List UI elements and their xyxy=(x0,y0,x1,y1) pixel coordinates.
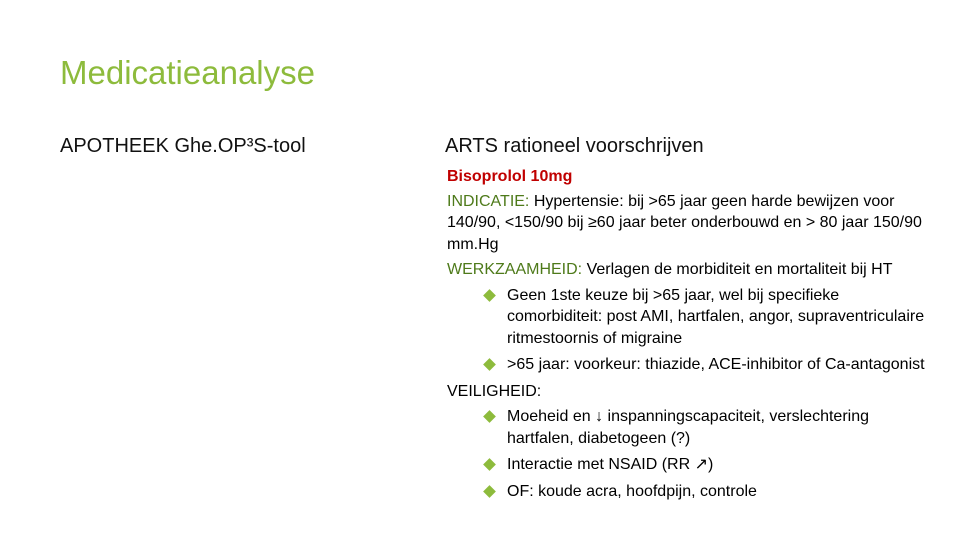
drug-name: Bisoprolol 10mg xyxy=(447,168,573,185)
right-column-heading: ARTS rationeel voorschrijven xyxy=(445,135,704,157)
veiligheid-bullet-list xyxy=(483,406,931,502)
list-item xyxy=(483,481,931,503)
indicatie-label: INDICATIE: xyxy=(447,192,530,210)
werkzaamheid-bullet-list xyxy=(483,285,931,376)
right-column-content xyxy=(447,166,931,507)
indicatie-paragraph xyxy=(447,191,931,256)
slide-title: Medicatieanalyse xyxy=(60,54,315,91)
bullet-text: OF: koude acra, hoofdpijn, controle xyxy=(507,482,757,500)
list-item xyxy=(483,454,931,476)
diamond-bullet-icon xyxy=(483,358,496,371)
left-column-heading: APOTHEEK Ghe.OP³S-tool xyxy=(60,135,306,157)
indicatie-text: Hypertensie: bij >65 jaar geen harde bewijzen voor 140/90, <150/90 bij ≥60 jaar beter onderbouwd en > 80 jaar 150/90 mm.Hg xyxy=(447,192,922,253)
veiligheid-heading: VEILIGHEID: xyxy=(447,382,542,400)
diamond-bullet-icon xyxy=(483,410,496,423)
diamond-bullet-icon xyxy=(483,289,496,302)
werkzaamheid-label: WERKZAAMHEID: xyxy=(447,261,583,278)
diamond-bullet-icon xyxy=(483,458,496,471)
list-item xyxy=(483,354,931,376)
bullet-text: Moeheid en ↓ inspanningscapaciteit, verslechtering hartfalen, diabetogeen (?) xyxy=(507,408,869,447)
list-item xyxy=(483,285,931,350)
werkzaamheid-paragraph xyxy=(447,259,931,281)
bullet-text: Geen 1ste keuze bij >65 jaar, wel bij specifieke comorbiditeit: post AMI, hartfalen, angor, supraventriculaire ritmestoornis of migraine xyxy=(507,286,925,347)
diamond-bullet-icon xyxy=(483,485,496,498)
list-item xyxy=(483,406,931,449)
bullet-text: Interactie met NSAID (RR ↗) xyxy=(507,456,714,473)
werkzaamheid-text: Verlagen de morbiditeit en mortaliteit bij HT xyxy=(582,261,893,278)
bullet-text: >65 jaar: voorkeur: thiazide, ACE-inhibitor of Ca-antagonist xyxy=(507,356,925,373)
